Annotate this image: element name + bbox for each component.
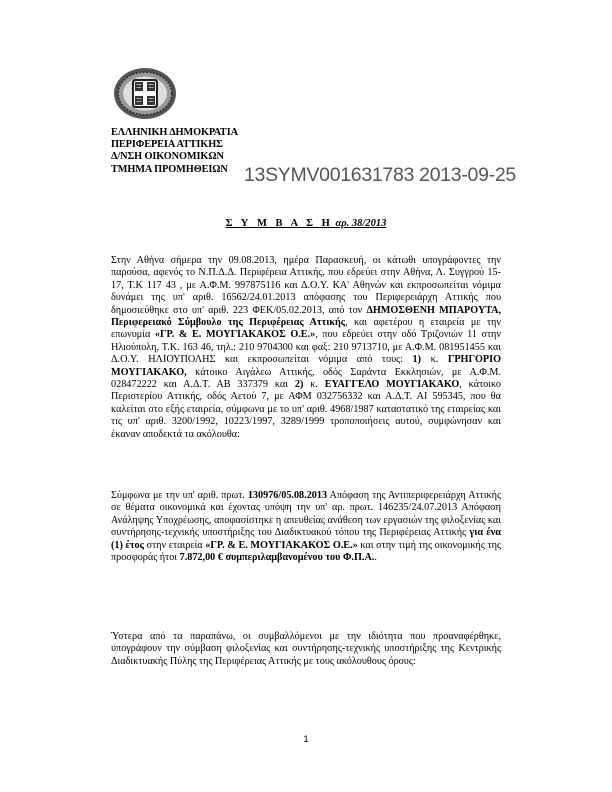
text-run: , και αφετέρου η εταιρεία με την επωνυμία: [111, 317, 501, 341]
representative-name: ΔΗΜΟΣΘΕΝΗ ΜΠΑΡΟΥΤΑ, Περιφερειακό Σύμβουλο της Περιφέρειας Αττικής: [111, 304, 502, 329]
text-run: στην εταιρεία: [143, 539, 206, 551]
item-number: 2): [294, 379, 304, 391]
paragraph-parties: [111, 255, 501, 441]
page-number: 1: [303, 734, 309, 745]
greek-state-seal: [113, 67, 177, 120]
contract-duration: για ένα (1) έτος: [111, 527, 501, 551]
text-run: κ.: [421, 354, 448, 366]
header-line-department: ΤΜΗΜΑ ΠΡΟΜΗΘΕΙΩΝ: [111, 163, 228, 175]
contract-title-word: Σ Υ Μ Β Α Σ Η: [225, 218, 333, 229]
text-run: κάτοικο Αιγάλεω Αττικής, οδός Σαράντα Εκκλησιών, με Α.Φ.Μ. 028472222 και Α.Δ.Τ. ΑΒ 337379 και: [111, 366, 501, 391]
text-run: και στην τιμή της οικονομικής της προσφοράς ήτοι: [111, 539, 501, 564]
paragraph-terms-intro: Ύστερα από τα παραπάνω, οι συμβαλλόμενοι με την ιδιότητα που προαναφέρθηκε, υπογράφουν την σύμβαση φιλοξενίας και συντήρησης-τεχνικής υποστήριξης της Κεντρικής Διαδικτυακής Πύλης της Περιφέρειας Αττικής με τους ακόλουθους όρους:: [111, 631, 501, 667]
text-run: , κάτοικο Περιστερίου Αττικής, οδός Αετού 7, με ΑΦΜ 032756332 και Α.Δ.Τ. ΑΙ 595345, που θα καλείται στο εξής εταιρεία, σύμφωνα με το υπ' αριθ. 4968/1987 καταστατικό της εταιρείας και τις υπ' αριθ. 3200/1992, 10223/1997, 3289/1999 τροποποιήσεις αυτού, συμφώνησαν και έκαναν αποδεκτά τα ακόλουθα:: [111, 379, 501, 440]
text-run: .: [374, 552, 377, 564]
document-id-stamp: 13SYMV001631783 2013-09-25: [244, 164, 516, 186]
signatory-name-2: ΕΥΑΓΓΕΛΟ ΜΟΥΓΙΑΚΑΚΟ: [324, 379, 460, 391]
signatory-name-1: ΓΡΗΓΟΡΙΟ ΜΟΥΓΙΑΚΑΚΟ,: [111, 354, 501, 378]
text-run: , που εδρεύει στην οδό Τριζονιών 11 στην Ηλιούπολη, Τ.Κ. 163 46, τηλ.: 210 9704300 και φαξ: 210 9713710, με Α.Φ.Μ. 081951455 και Δ.Ο.Υ. ΗΛΙΟΥΠΟΛΗΣ και εκπροσωπείται νόμιμα από τους:: [111, 329, 501, 366]
header-line-region: ΠΕΡΙΦΕΡΕΙΑ ΑΤΤΙΚΗΣ: [111, 139, 223, 151]
company-name: «ΓΡ. & Ε. ΜΟΥΓΙΑΚΑΚΟΣ Ο.Ε.»: [205, 539, 358, 551]
contract-amount: 7.872,00 € συμπεριλαμβανομένου του Φ.Π.Α.: [179, 552, 375, 564]
paragraph-award-decision: [111, 490, 501, 564]
text-run: Απόφαση της Αντιπεριφερειάρχη Αττικής σε θέματα οικονομικά και έχοντας υπόψη την υπ' αρ. πρωτ. 146235/24.07.2013 Απόφαση Ανάληψης Υποχρέωσης, αποφασίστηκε η απευθείας ανάθεση των εργασιών της φιλοξενίας και συντήρησης-τεχνικής υποστήριξης του Διαδικτυακού τόπου της Περιφέρειας Αττικής: [111, 490, 502, 539]
header-line-republic: ΕΛΛΗΝΙΚΗ ΔΗΜΟΚΡΑΤΙΑ: [111, 127, 238, 138]
decision-number: 130976/05.08.2013: [247, 490, 328, 501]
issuing-authority-header: [111, 127, 238, 176]
text-run: κ.: [303, 379, 325, 391]
item-number: 1): [412, 354, 422, 366]
text-run: Στην Αθήνα σήμερα την 09.08.2013, ημέρα Παρασκευή, οι κάτωθι υπογράφοντες την παρούσα, αφενός το Ν.Π.Δ.Δ. Περιφέρεια Αττικής, που εδρεύει στην Αθήνα, Λ. Συγγρού 15-17, Τ.Κ 117 43 , με Α.Φ.Μ. 997875116 και Δ.Ο.Υ. ΚΑ' Αθηνών και εκπροσωπείται νόμιμα δυνάμει της υπ' αριθ. 16562/24.01.2013 απόφασης του Περιφερειάρχη Αττικής που δημοσιεύθηκε στο υπ' αριθ. 223 ΦΕΚ/05.02.2013, από τον: [111, 255, 501, 316]
header-line-directorate: Δ/ΝΣΗ ΟΙΚΟΝΟΜΙΚΩΝ: [111, 151, 224, 163]
company-name: «ΓΡ. & Ε. ΜΟΥΓΙΑΚΑΚΟΣ Ο.Ε.»: [154, 329, 316, 341]
contract-title-number: αρ. 38/2013: [335, 218, 387, 229]
text-run: Σύμφωνα με την υπ' αριθ. πρωτ.: [111, 490, 248, 501]
contract-title: [0, 218, 612, 229]
